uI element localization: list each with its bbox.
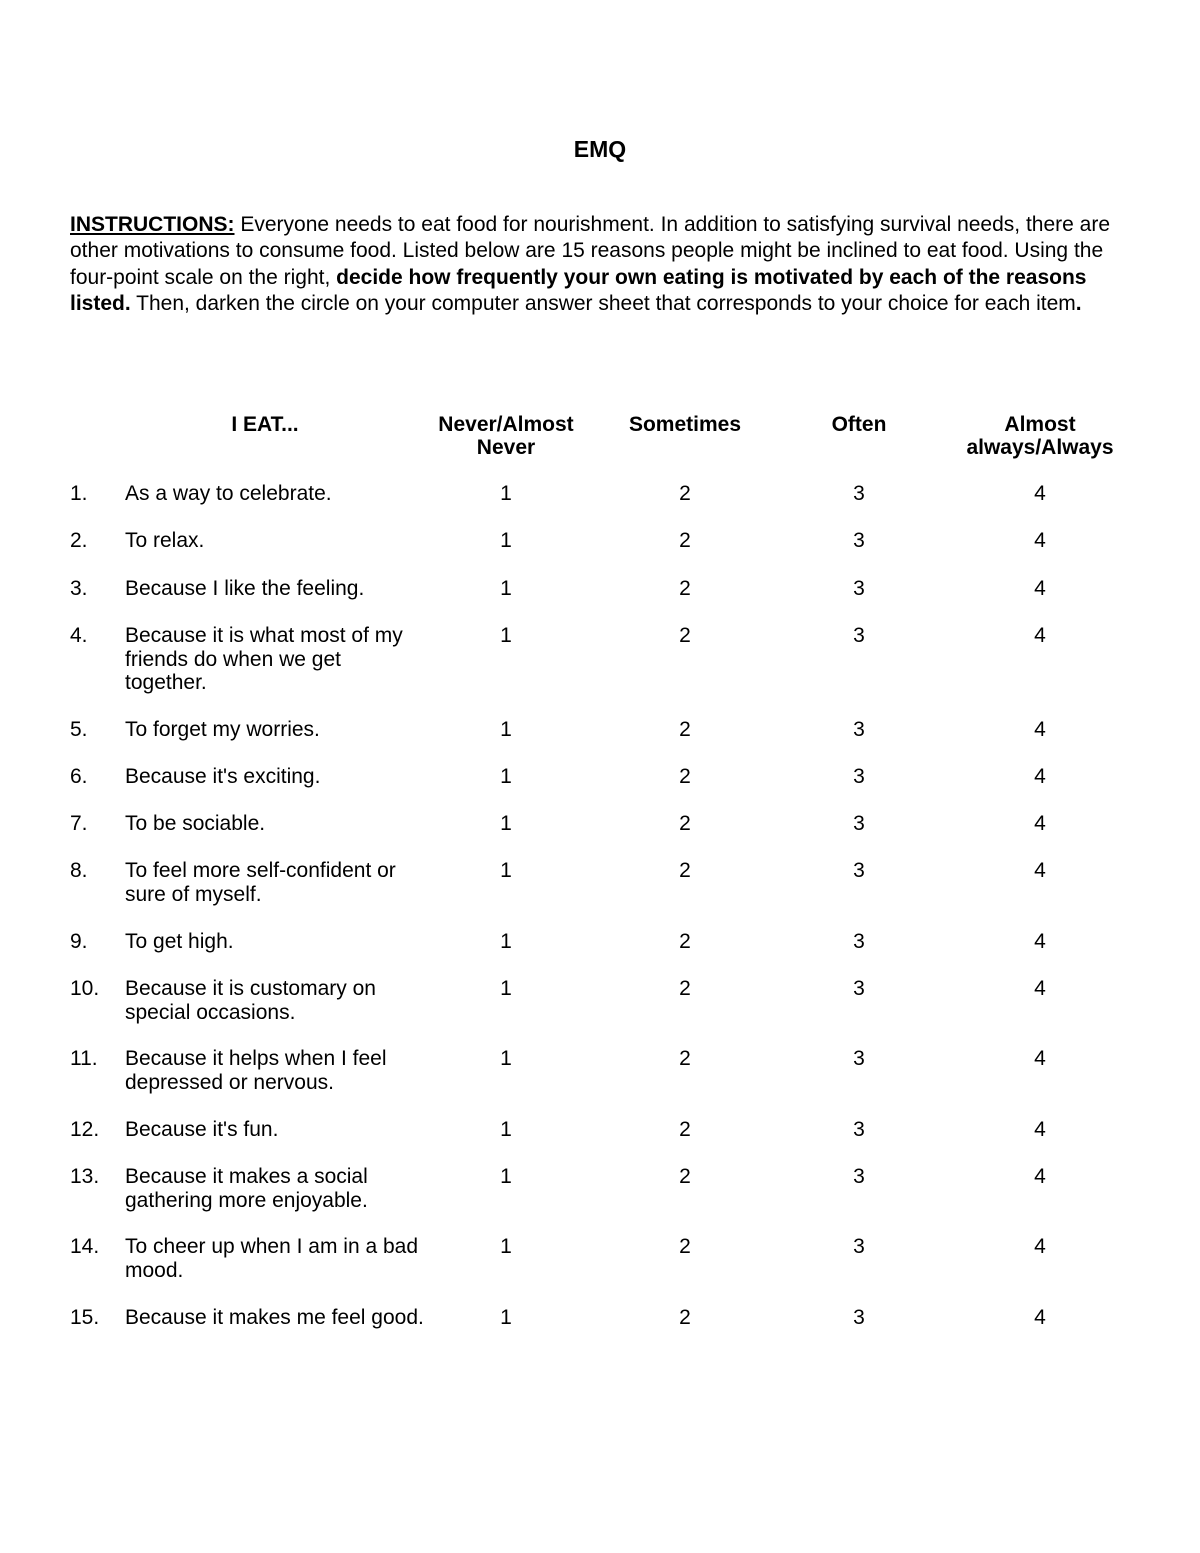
option-sometimes[interactable]: 2 <box>679 529 691 552</box>
header-almost-always: Almost always/Always <box>966 413 1114 459</box>
question-text: To get high. <box>125 930 234 953</box>
question-text: As a way to celebrate. <box>125 482 332 505</box>
question-number: 12. <box>70 1118 100 1141</box>
option-sometimes[interactable]: 2 <box>679 1306 691 1329</box>
option-sometimes[interactable]: 2 <box>679 859 691 882</box>
option-sometimes[interactable]: 2 <box>679 718 691 741</box>
option-often[interactable]: 3 <box>853 529 865 552</box>
option-often[interactable]: 3 <box>853 482 865 505</box>
option-always[interactable]: 4 <box>1034 1118 1046 1141</box>
instructions-paragraph <box>70 212 1130 318</box>
question-number: 1. <box>70 482 88 505</box>
option-never[interactable]: 1 <box>500 1235 512 1258</box>
question-number: 6. <box>70 765 88 788</box>
option-often[interactable]: 3 <box>853 930 865 953</box>
instructions-text-part2: Then, darken the circle on your computer answer sheet that corresponds to your choice for each item <box>130 292 1076 316</box>
option-never[interactable]: 1 <box>500 718 512 741</box>
question-text: Because it's exciting. <box>125 765 321 788</box>
option-never[interactable]: 1 <box>500 482 512 505</box>
option-sometimes[interactable]: 2 <box>679 930 691 953</box>
option-always[interactable]: 4 <box>1034 1165 1046 1188</box>
option-never[interactable]: 1 <box>500 765 512 788</box>
option-often[interactable]: 3 <box>853 624 865 647</box>
option-often[interactable]: 3 <box>853 1047 865 1070</box>
question-text: To feel more self-confident or sure of myself. <box>125 859 396 906</box>
question-text: To cheer up when I am in a bad mood. <box>125 1235 419 1282</box>
question-text: Because it is customary on special occasions. <box>125 977 376 1024</box>
option-never[interactable]: 1 <box>500 1118 512 1141</box>
option-always[interactable]: 4 <box>1034 1306 1046 1329</box>
option-never[interactable]: 1 <box>500 529 512 552</box>
question-text: Because it makes me feel good. <box>125 1306 424 1329</box>
option-sometimes[interactable]: 2 <box>679 482 691 505</box>
question-number: 5. <box>70 718 88 741</box>
option-sometimes[interactable]: 2 <box>679 1235 691 1258</box>
option-never[interactable]: 1 <box>500 977 512 1000</box>
question-text: Because I like the feeling. <box>125 577 365 600</box>
option-always[interactable]: 4 <box>1034 1235 1046 1258</box>
option-often[interactable]: 3 <box>853 977 865 1000</box>
option-never[interactable]: 1 <box>500 624 512 647</box>
question-number: 10. <box>70 977 100 1000</box>
option-always[interactable]: 4 <box>1034 577 1046 600</box>
instructions-bold-text: decide how frequently your own eating is motivated by each of the reasons listed. <box>70 265 1087 316</box>
header-never-almost-never: Never/Almost Never <box>438 413 574 459</box>
option-often[interactable]: 3 <box>853 765 865 788</box>
option-always[interactable]: 4 <box>1034 859 1046 882</box>
option-sometimes[interactable]: 2 <box>679 1165 691 1188</box>
option-always[interactable]: 4 <box>1034 624 1046 647</box>
option-always[interactable]: 4 <box>1034 1047 1046 1070</box>
option-never[interactable]: 1 <box>500 577 512 600</box>
question-text: Because it's fun. <box>125 1118 279 1141</box>
option-never[interactable]: 1 <box>500 1165 512 1188</box>
option-often[interactable]: 3 <box>853 1118 865 1141</box>
question-number: 7. <box>70 812 88 835</box>
question-text: Because it makes a social gathering more enjoyable. <box>125 1165 368 1212</box>
option-often[interactable]: 3 <box>853 577 865 600</box>
option-often[interactable]: 3 <box>853 859 865 882</box>
option-often[interactable]: 3 <box>853 1306 865 1329</box>
question-number: 3. <box>70 577 88 600</box>
option-always[interactable]: 4 <box>1034 529 1046 552</box>
question-number: 14. <box>70 1235 100 1258</box>
option-sometimes[interactable]: 2 <box>679 812 691 835</box>
question-number: 2. <box>70 529 88 552</box>
option-never[interactable]: 1 <box>500 1306 512 1329</box>
option-sometimes[interactable]: 2 <box>679 977 691 1000</box>
option-often[interactable]: 3 <box>853 1235 865 1258</box>
instructions-label: INSTRUCTIONS: <box>70 213 235 236</box>
question-text: Because it helps when I feel depressed or nervous. <box>125 1047 387 1094</box>
option-always[interactable]: 4 <box>1034 765 1046 788</box>
option-always[interactable]: 4 <box>1034 718 1046 741</box>
question-number: 13. <box>70 1165 100 1188</box>
question-number: 9. <box>70 930 88 953</box>
page-title: EMQ <box>573 136 627 162</box>
option-often[interactable]: 3 <box>853 812 865 835</box>
option-never[interactable]: 1 <box>500 930 512 953</box>
option-often[interactable]: 3 <box>853 718 865 741</box>
question-text: Because it is what most of my friends do when we get together. <box>125 624 403 694</box>
question-text: To forget my worries. <box>125 718 320 741</box>
option-never[interactable]: 1 <box>500 1047 512 1070</box>
option-never[interactable]: 1 <box>500 859 512 882</box>
question-number: 15. <box>70 1306 100 1329</box>
header-often: Often <box>831 413 887 436</box>
option-always[interactable]: 4 <box>1034 812 1046 835</box>
option-never[interactable]: 1 <box>500 812 512 835</box>
question-number: 8. <box>70 859 88 882</box>
option-sometimes[interactable]: 2 <box>679 624 691 647</box>
instructions-end: . <box>1075 292 1082 316</box>
header-item: I EAT... <box>231 413 299 436</box>
question-number: 4. <box>70 624 88 647</box>
option-often[interactable]: 3 <box>853 1165 865 1188</box>
option-sometimes[interactable]: 2 <box>679 577 691 600</box>
question-number: 11. <box>70 1047 98 1070</box>
option-always[interactable]: 4 <box>1034 977 1046 1000</box>
option-always[interactable]: 4 <box>1034 482 1046 505</box>
instructions-text-part1: Everyone needs to eat food for nourishment. In addition to satisfying survival needs, there are other motivations to consume food. Listed below are 15 reasons people might be inclined to eat food. Using the four-point scale on the right, <box>70 213 1111 289</box>
option-always[interactable]: 4 <box>1034 930 1046 953</box>
option-sometimes[interactable]: 2 <box>679 765 691 788</box>
header-sometimes: Sometimes <box>628 413 742 436</box>
question-text: To be sociable. <box>125 812 266 835</box>
option-sometimes[interactable]: 2 <box>679 1118 691 1141</box>
question-text: To relax. <box>125 529 205 552</box>
option-sometimes[interactable]: 2 <box>679 1047 691 1070</box>
